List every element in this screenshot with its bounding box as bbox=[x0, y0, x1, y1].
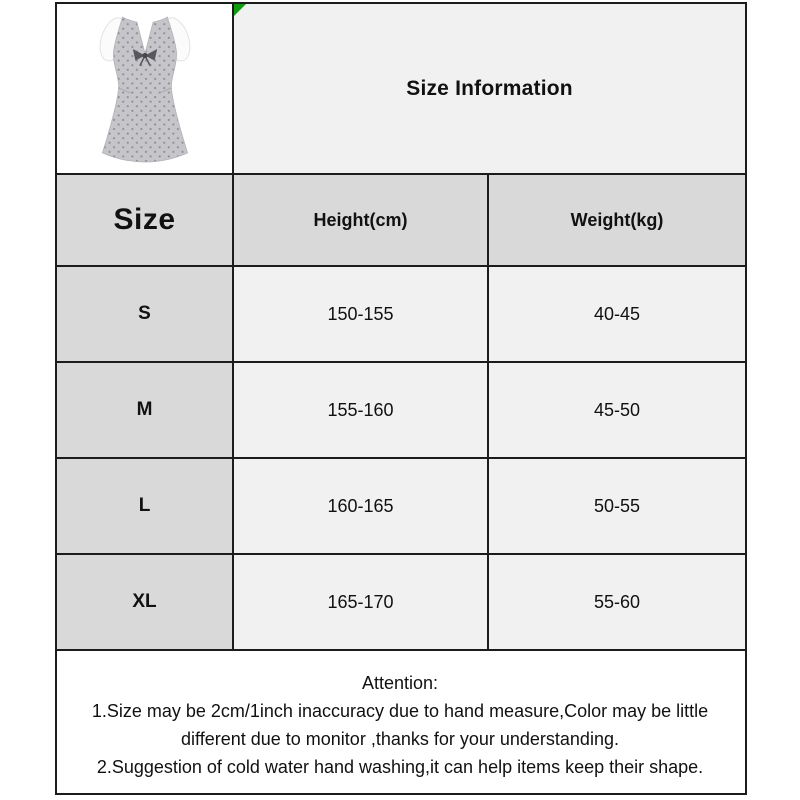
column-header-size: Size bbox=[56, 174, 233, 266]
weight-value: 50-55 bbox=[488, 458, 746, 554]
product-image-cell bbox=[56, 3, 233, 174]
size-label: XL bbox=[56, 554, 233, 650]
table-row-s bbox=[56, 266, 746, 362]
column-header-weight: Weight(kg) bbox=[488, 174, 746, 266]
dress-image bbox=[57, 5, 232, 172]
dress-illustration bbox=[89, 13, 201, 165]
size-chart bbox=[55, 2, 745, 795]
attention-label: Attention: bbox=[361, 672, 439, 693]
attention-note-line: 2.Suggestion of cold water hand washing,it can help items keep their shape. bbox=[96, 756, 704, 777]
weight-value: 45-50 bbox=[488, 362, 746, 458]
table-row-top bbox=[56, 3, 746, 174]
height-value: 155-160 bbox=[233, 362, 488, 458]
column-header-height: Height(cm) bbox=[233, 174, 488, 266]
table-row-l bbox=[56, 458, 746, 554]
weight-value: 40-45 bbox=[488, 266, 746, 362]
size-label: L bbox=[56, 458, 233, 554]
height-value: 160-165 bbox=[233, 458, 488, 554]
green-corner-marker-icon bbox=[234, 4, 246, 16]
size-label: S bbox=[56, 266, 233, 362]
page-title: Size Information bbox=[406, 76, 573, 100]
table-header-row bbox=[56, 174, 746, 266]
table-row-attention bbox=[56, 650, 746, 794]
table-row-m bbox=[56, 362, 746, 458]
size-chart-table bbox=[55, 2, 747, 795]
size-information-header bbox=[233, 3, 746, 174]
size-label: M bbox=[56, 362, 233, 458]
attention-note-line: different due to monitor ,thanks for your understanding. bbox=[181, 728, 619, 749]
attention-note-line: 1.Size may be 2cm/1inch inaccuracy due to hand measure,Color may be little bbox=[91, 700, 709, 721]
height-value: 150-155 bbox=[233, 266, 488, 362]
table-row-xl bbox=[56, 554, 746, 650]
attention-section bbox=[56, 650, 746, 794]
height-value: 165-170 bbox=[233, 554, 488, 650]
weight-value: 55-60 bbox=[488, 554, 746, 650]
